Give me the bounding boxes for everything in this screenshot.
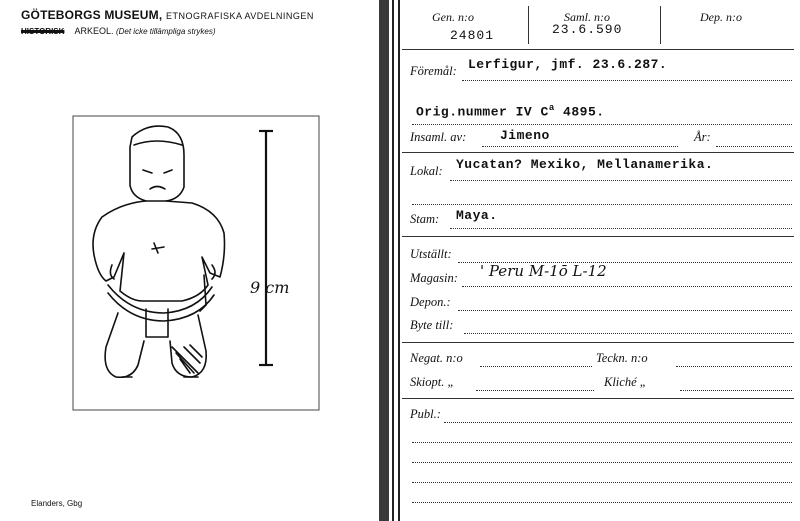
gen-label: Gen. n:o [432,10,474,24]
scale-bar [259,131,273,365]
gen-value: 24801 [450,28,495,43]
dotted-line [716,146,792,147]
magasin-label: Magasin: [410,271,458,285]
orig-number: Orig.nummer IV $C^a$ 4895. [416,103,605,120]
lokal-label: Lokal: [410,164,443,178]
rule [402,152,794,153]
dotted-line [676,366,792,367]
lokal-value: Yucatan? Mexiko, Mellanamerika. [456,157,714,172]
figurine-drawing [72,115,320,411]
drawing-frame [73,116,319,410]
byte-label: Byte till: [410,318,454,332]
ar-label: År: [694,130,711,144]
saml-value: 23.6.590 [552,22,623,37]
department-subheader [21,26,216,36]
dotted-line [476,390,594,391]
strike-note: (Det icke tillämpliga strykes) [115,27,216,36]
number-cells [392,0,800,44]
magasin-value: ' Peru M-1ō L-12 [480,262,607,280]
dotted-line [482,146,678,147]
arkeol-label: ARKEOL. [74,26,114,36]
rule [402,49,794,50]
dotted-line [412,124,792,125]
skiopt-label: Skiopt. „ [410,375,455,389]
foremal-value: Lerfigur, jmf. 23.6.287. [468,57,668,72]
printer-imprint: Elanders, Gbg [31,499,83,508]
dotted-line [450,228,792,229]
negat-label: Negat. n:o [410,351,463,365]
cell-divider-1 [528,6,529,44]
scale-label: 9 cm [250,278,290,297]
insaml-value: Jimeno [500,128,550,143]
saml-label: Saml. n:o [564,10,610,24]
card-left-rule-inner [398,0,400,521]
depon-label: Depon.: [410,295,451,309]
rule [402,398,794,399]
dotted-line [412,502,792,503]
foremal-label: Föremål: [410,64,457,78]
museum-header [21,8,314,22]
struck-word: HISTORISK [21,27,65,36]
dotted-line [680,390,792,391]
cell-divider-2 [660,6,661,44]
dotted-line [464,333,792,334]
department-name: ETNOGRAFISKA AVDELNINGEN [165,11,314,21]
teckn-label: Teckn. n:o [596,351,648,365]
utstallt-label: Utställt: [410,247,452,261]
dotted-line [480,366,592,367]
rule [402,342,794,343]
dotted-line [450,180,792,181]
dotted-line [458,310,792,311]
publ-label: Publ.: [410,407,441,421]
left-panel [0,0,392,521]
dotted-line [462,80,792,81]
stam-value: Maya. [456,208,498,223]
stam-label: Stam: [410,212,440,226]
dotted-line [412,462,792,463]
catalog-card [392,0,800,521]
card-binding-strip [379,0,389,521]
dotted-line [412,442,792,443]
insaml-label: Insaml. av: [410,130,467,144]
dotted-line [412,482,792,483]
dotted-line [444,422,792,423]
rule [402,236,794,237]
dep-label: Dep. n:o [700,10,742,24]
dotted-line [412,204,792,205]
dotted-line [462,286,792,287]
museum-name: GÖTEBORGS MUSEUM, [21,8,163,22]
figurine-sketch [93,126,225,377]
card-left-rule [392,0,394,521]
kliche-label: Kliché „ [604,375,647,389]
